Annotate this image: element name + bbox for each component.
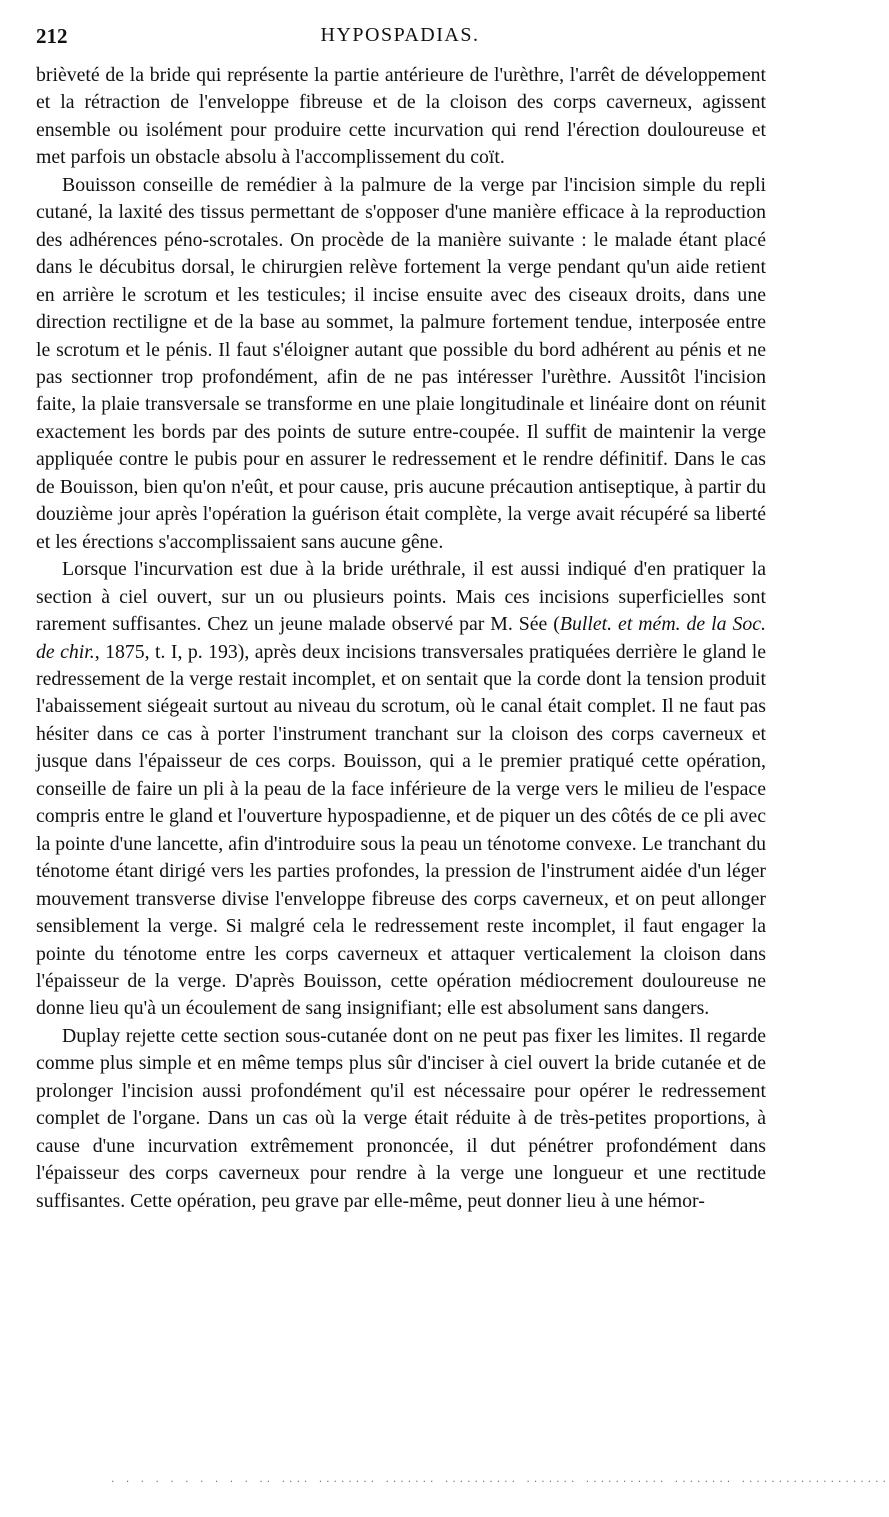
paragraph [36,62,766,172]
footer-dot-leader: . . . . . . . . . . .. .... ........ ....... .......... ....... ........... ........ .................... [110,1475,889,1485]
page-header [36,24,764,54]
body-text [36,62,766,1215]
paragraph [36,1023,766,1215]
paragraph-text: Bouisson conseille de remédier à la palmure de la verge par l'incision simple du repli cutané, la laxité des tissus permettant de s'opposer d'une manière efficace à la reproduction des adhérences péno-scrotales. On procède de la manière suivante : le malade étant placé dans le décubitus dorsal, le chirurgien relève fortement la verge pendant qu'un aide retient en arrière le scrotum et les testicules; il incise ensuite avec des ciseaux droits, dans une direction rectiligne et de la base au sommet, la palmure fortement tendue, interposée entre le scrotum et le pénis. Il faut s'éloigner autant que possible du bord adhérent au pénis et ne pas sectionner trop profondément, afin de ne pas intéresser l'urèthre. Aussitôt l'incision faite, la plaie transversale se transforme en une plaie longitudinale et linéaire dont on réunit exactement les bords par des points de suture entre-coupée. Il suffit de maintenir la verge appliquée contre le pubis pour en assurer le redressement et le rendre définitif. Dans le cas de Bouisson, bien qu'on n'eût, et pour cause, pris aucune précaution antiseptique, à partir du douzième jour après l'opération la guérison était complète, la verge avait récupéré sa liberté et les érections s'accomplissaient sans aucune gêne. [36,173,766,553]
citation-italic: Bullet. et mém. de la Soc. de chir. [36,613,766,663]
paragraph-text: brièveté de la bride qui représente la partie antérieure de l'urèthre, l'arrêt de développement et la rétraction de l'enveloppe fibreuse et de la cloison des corps caverneux, agissent ensemble ou isolément pour produire cette incurvation qui rend l'érection douloureuse et met parfois un obstacle absolu à l'accomplissement du coït. [36,64,766,169]
paragraph-text: , 1875, t. I, p. 193), après deux incisions transversales pratiquées derrière le gland le redressement de la verge restait incomplet, et on sentait que la corde dont la tension produit l'abaissement siégeait surtout au niveau du scrotum, où le canal était complet. Il ne faut pas hésiter dans ce cas à porter l'instrument tranchant sur la cloison des corps caverneux et jusque dans l'épaisseur de ces corps. Bouisson, qui a le premier pratiqué cette opération, conseille de faire un pli à la peau de la face inférieure de la verge vers le milieu de l'espace compris entre le gland et l'ouverture hypospadienne, et de piquer un des côtés de ce pli avec la pointe d'une lancette, afin d'introduire sous la peau un ténotome convexe. Le tranchant du ténotome étant dirigé vers les parties profondes, la pression de l'instrument aidée d'un léger mouvement transverse divise l'enveloppe fibreuse des corps caverneux, et on peut allonger sensiblement la verge. Si malgré cela le redressement reste incomplet, il faut engager la pointe du ténotome entre les corps caverneux et attaquer verticalement la cloison dans l'épaisseur de la verge. D'après Bouisson, cette opération médiocrement douloureuse ne donne lieu qu'à un écoulement de sang insignifiant; elle est absolument sans dangers. [36,640,767,1020]
paragraph-text: Duplay rejette cette section sous-cutanée dont on ne peut pas fixer les limites. Il regarde comme plus simple et en même temps plus sûr d'inciser à ciel ouvert la bride cutanée et de prolonger l'incision aussi profondément qu'il est nécessaire pour opérer le redressement complet de l'organe. Dans un cas où la verge était réduite à de très-petites proportions, à cause d'une incurvation extrêmement prononcée, il dut pénétrer profondément dans l'épaisseur des corps caverneux pour rendre à la verge une longueur et une rectitude suffisantes. Cette opération, peu grave par elle-même, peut donner lieu à une hémor- [36,1024,766,1212]
running-head: HYPOSPADIAS. [320,24,480,46]
page-number: 212 [36,24,68,48]
paragraph [36,556,766,1023]
paragraph [36,172,766,556]
paragraph-text: Lorsque l'incurvation est due à la bride uréthrale, il est aussi indiqué d'en pratiquer la section à ciel ouvert, sur un ou plusieurs points. Mais ces incisions superficielles sont rarement suffisantes. Chez un jeune malade observé par M. Sée ( [36,558,766,636]
